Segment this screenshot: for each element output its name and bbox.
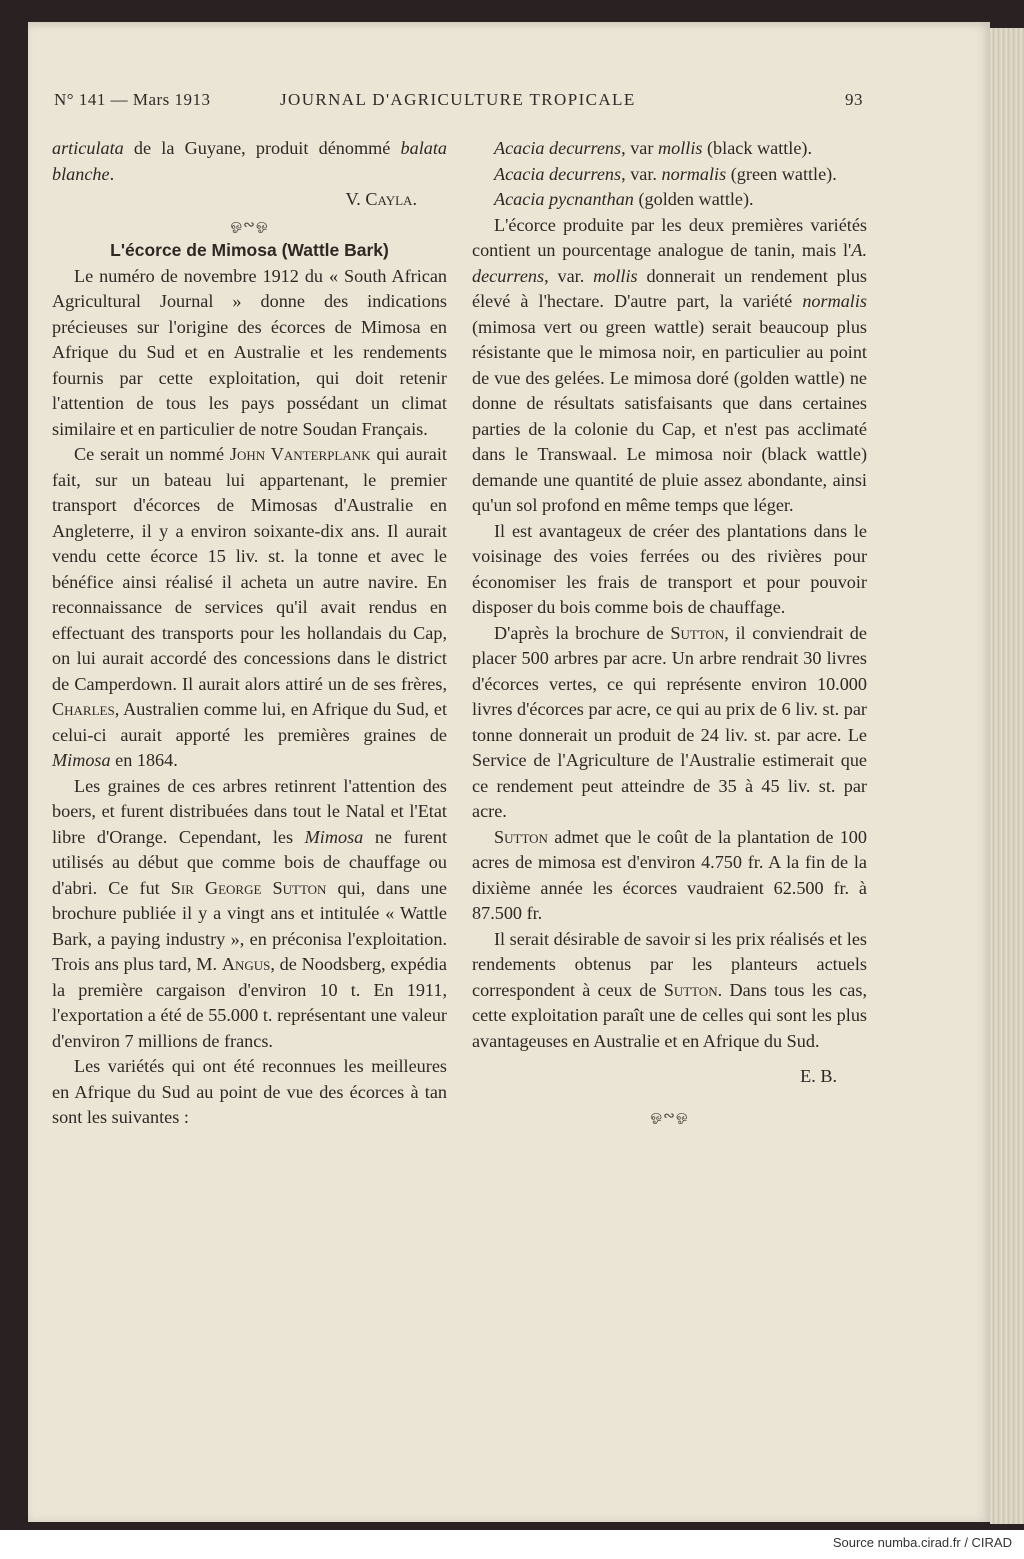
page-stack-edge <box>990 28 1024 1524</box>
journal-title: JOURNAL D'AGRICULTURE TROPICALE <box>280 90 636 109</box>
v1-sep: , var <box>621 138 658 158</box>
p5-b: A. decurrens <box>472 240 867 286</box>
intro-italic-2: balata blanche <box>52 138 447 184</box>
variety-2 <box>472 162 867 188</box>
v1-species: Acacia decurrens <box>494 138 622 158</box>
v3-species: Acacia pycnanthan <box>494 189 634 209</box>
p3-text-d: , de Noodsberg, expédia la première cargaison d'environ 10 t. En 1911, l'exportation a été de 55.000 t. représentant une valeur d'environ 7 millions de francs. <box>52 954 448 1051</box>
paragraph-5 <box>472 213 867 519</box>
paragraph-4: Les variétés qui ont été reconnues les meilleures en Afrique du Sud au point de vue des écorces à tan sont les suivantes : <box>52 1056 447 1127</box>
p2-mimosa: Mimosa <box>52 750 111 770</box>
p3-name-angus: Angus <box>221 954 271 974</box>
p8-sutton: Sutton <box>494 826 548 847</box>
source-credit: Source numba.cirad.fr / CIRAD <box>832 1535 1012 1550</box>
v1-var: mollis <box>657 138 703 158</box>
p5-c: , var. <box>544 265 594 286</box>
p5-g: (mimosa vert ou green wattle) serait beaucoup plus résistante que le mimosa noir, en particulier au point de vue des gelées. Le mimosa doré (golden wattle) ne donne de résultats satisfaisants que dans certaines parties de la colonie du Cap, et n'est pas acclimaté dans le Transwaal. Le mimosa noir (black wattle) demande une quantité de pluie assez abondante, ainsi qu'un sol profond en même temps que léger. <box>472 316 867 515</box>
paragraph-9 <box>472 927 867 1055</box>
p3-mimosa: Mimosa <box>304 826 364 847</box>
intro-fragment <box>52 136 447 187</box>
p2-name-vanterplank: John Vanterplank <box>229 444 371 464</box>
paragraph-3 <box>52 774 447 1055</box>
v2-common: (green wattle). <box>726 163 837 184</box>
left-column <box>52 136 447 1131</box>
intro-period: . <box>109 163 115 184</box>
v2-species: Acacia decurrens <box>494 163 622 184</box>
p5-e: donnerait un rendement plus élevé à l'hectare. D'autre part, la variété <box>472 265 867 311</box>
p5-d: mollis <box>593 265 638 286</box>
intro-text: de la Guyane, produit dénommé <box>123 138 401 158</box>
p9-a: Il serait désirable de savoir si les prix réalisés et les rendements obtenus par les planteurs actuels correspondent à ceux de <box>472 928 867 1000</box>
variety-1 <box>472 136 867 162</box>
v2-sep: , var. <box>621 163 662 184</box>
p2-text-a: Ce serait un nommé <box>74 444 230 464</box>
paragraph-2 <box>52 442 447 774</box>
variety-3 <box>472 187 867 213</box>
p2-name-charles: Charles <box>52 699 115 719</box>
v2-var: normalis <box>661 163 727 184</box>
p3-text-b: ne furent utilisés au début que comme bois de chauffage ou d'abri. Ce fut <box>52 826 448 898</box>
paragraph-7 <box>472 621 867 825</box>
p7-sutton: Sutton <box>670 622 725 643</box>
p2-text-b: qui aurait fait, sur un bateau lui appartenant, le premier transport d'écorces de Mimosas d'Australie en Angleterre, il y a environ soixante-dix ans. Il aurait vendu cette écorce 15 liv. st. la tonne et avec le bénéfice ainsi réalisé il acheta un autre navire. En reconnaissance de services qu'il avait rendus en effectuant des transports pour les hollandais du Cap, on lui aurait accordé des concessions dans le district de Camperdown. Il aurait alors attiré un de ses frères, <box>52 444 447 694</box>
p2-text-c: , Australien comme lui, en Afrique du Sud, et celui-ci aurait apporté les premières graines de <box>52 699 447 745</box>
right-column <box>472 136 867 1129</box>
p3-name-sutton: Sir George Sutton <box>170 877 327 898</box>
article-title: L'écorce de Mimosa (Wattle Bark) <box>110 240 389 260</box>
ornament-divider-end: ஓ∾ஓ <box>650 1108 689 1124</box>
p7-b: , il conviendrait de placer 500 arbres par acre. Un arbre rendrait 30 livres d'écorces vertes, ce qui représente environ 10.000 livres d'écorces par acre, ce qui au prix de 6 liv. st. par tonne donnerait un produit de 24 liv. st. par acre. Le Service de l'Agriculture de l'Australie estimerait que ce rendement peut atteindre de 35 à 45 liv. st. par acre. <box>472 622 867 821</box>
p5-f: normalis <box>802 291 867 311</box>
signature-cayla: V. Cayla. <box>345 189 417 209</box>
v1-common: (black wattle). <box>702 138 813 158</box>
intro-italic-1: articulata <box>52 138 124 158</box>
paragraph-6: Il est avantageux de créer des plantations dans le voisinage des voies ferrées ou des rivières pour économiser les frais de transport et pour pouvoir disposer du bois comme bois de chauffage. <box>472 520 867 617</box>
paragraph-8 <box>472 825 867 927</box>
p2-text-d: en 1864. <box>110 750 178 770</box>
issue-number: N° 141 — Mars 1913 <box>54 90 211 109</box>
p3-text-c: qui, dans une brochure publiée il y a vingt ans et intitulée « Wattle Bark, a paying industry », en préconisa l'exploitation. Trois ans plus tard, M. <box>52 877 448 974</box>
page-number: 93 <box>845 90 863 109</box>
ornament-divider: ஓ∾ஓ <box>230 217 269 233</box>
p8-b: admet que le coût de la plantation de 100 acres de mimosa est d'environ 4.750 fr. A la fin de la dixième année les écorces vaudraient 62.500 fr. à 87.500 fr. <box>472 826 867 923</box>
p5-a: L'écorce produite par les deux premières variétés contient un pourcentage analogue de tanin, mais l' <box>472 214 867 260</box>
p9-b: . Dans tous les cas, cette exploitation paraît une de celles qui sont les plus avantageuses en Australie et en Afrique du Sud. <box>472 979 867 1051</box>
p9-sutton: Sutton <box>663 979 718 1000</box>
p7-a: D'après la brochure de <box>494 622 671 643</box>
signature-eb: E. B. <box>800 1066 837 1086</box>
v3-common: (golden wattle). <box>633 189 754 209</box>
paragraph-1: Le numéro de novembre 1912 du « South African Agricultural Journal » donne des indications précieuses sur l'origine des écorces de Mimosa en Afrique du Sud et en Australie et les rendements fournis par cette exploitation, qui doit retenir l'attention de tous les pays possédant un climat similaire et en particulier de notre Soudan Français. <box>52 265 447 439</box>
p3-text-a: Les graines de ces arbres retinrent l'attention des boers, et furent distribuées dans tout le Natal et l'Etat libre d'Orange. Cependant, les <box>52 775 447 847</box>
